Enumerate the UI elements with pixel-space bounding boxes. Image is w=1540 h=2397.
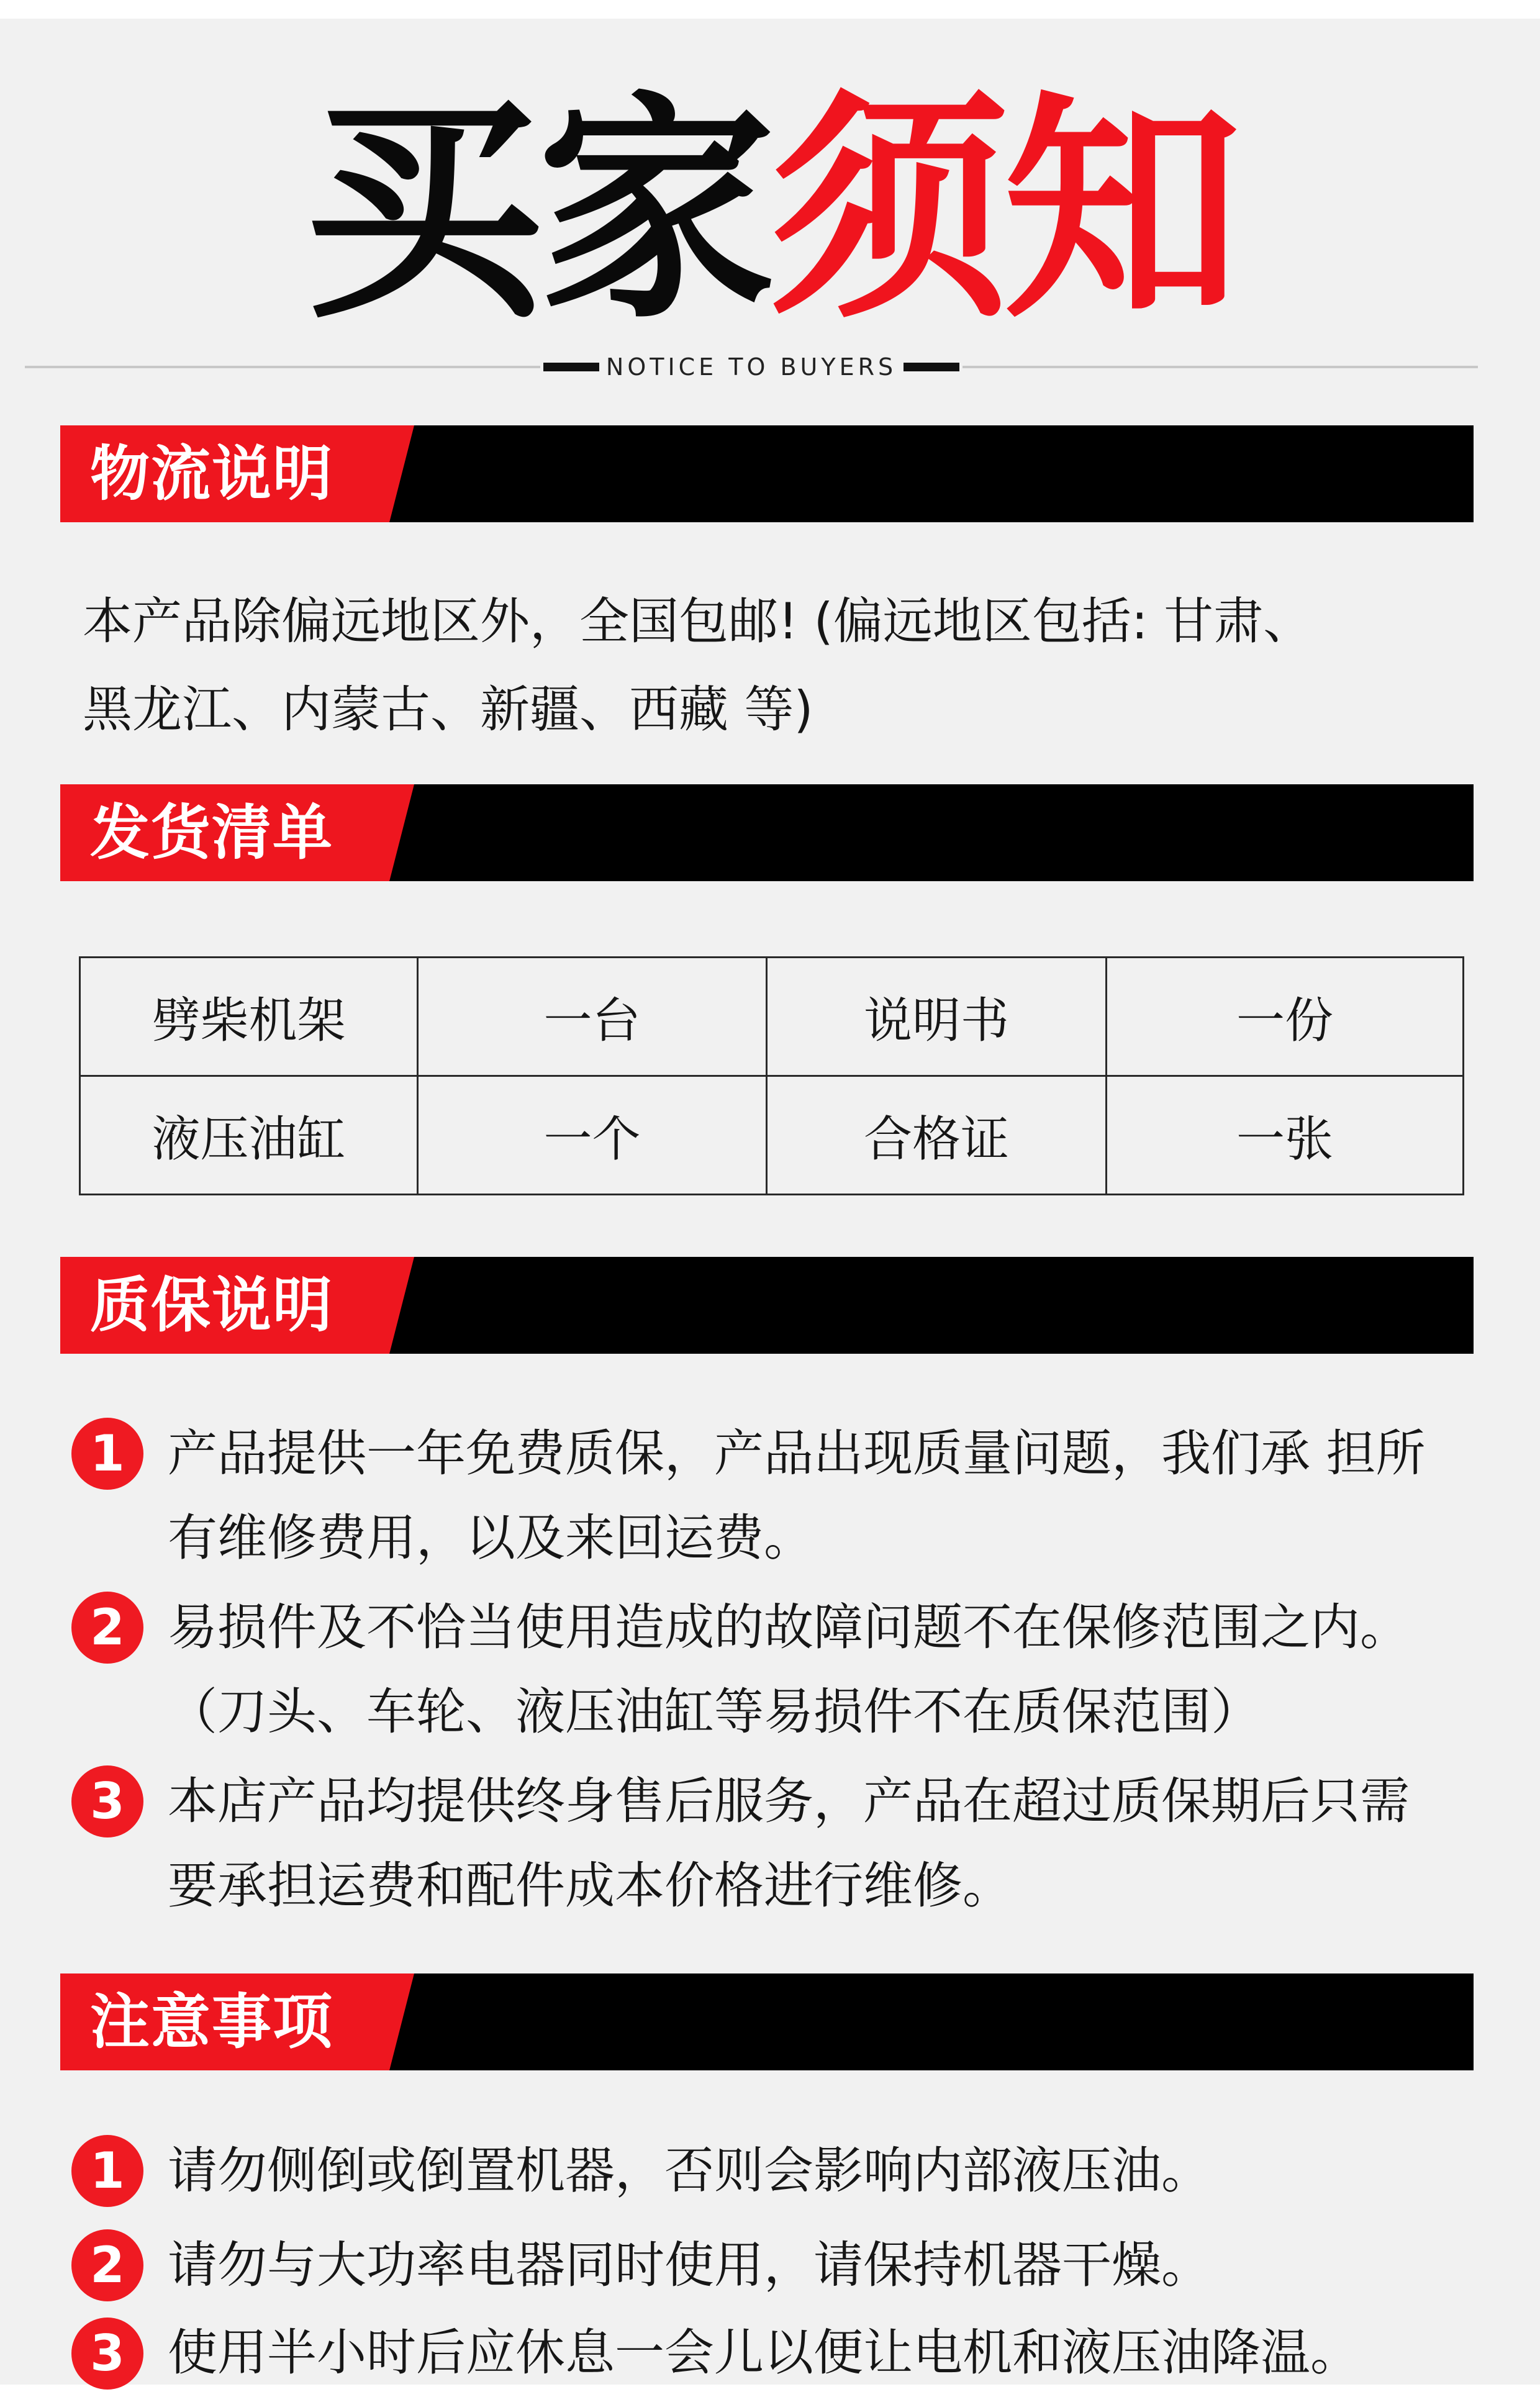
table-cell: 一个 <box>418 1076 767 1195</box>
number-badge: 1 <box>71 2135 143 2207</box>
notes-item-text: 请勿与大功率电器同时使用，请保持机器干燥。 <box>168 2236 1211 2294</box>
warranty-item-line2: 要承担运费和配件成本价格进行维修。 <box>168 1857 1012 1914</box>
logistics-text-line1: 本产品除偏远地区外，全国包邮! (偏远地区包括: 甘肃、 <box>83 592 1313 650</box>
notice-page <box>0 19 1540 2385</box>
dash-right <box>904 363 959 371</box>
section-header-logistics <box>60 425 1474 522</box>
number-badge: 3 <box>71 2318 143 2390</box>
divider-right <box>962 366 1478 368</box>
notes-item-text: 使用半小时后应休息一会儿以便让电机和液压油降温。 <box>168 2324 1360 2381</box>
section-title-notes: 注意事项 <box>90 1987 333 2057</box>
table-cell: 一张 <box>1107 1076 1464 1195</box>
subtitle-row <box>25 354 1478 379</box>
title-part-buyers: 买家 <box>304 72 770 350</box>
section-title-logistics: 物流说明 <box>90 439 333 509</box>
warranty-item <box>71 1757 1475 1934</box>
section-title-warranty: 质保说明 <box>90 1271 333 1340</box>
section-header-packing-list <box>60 784 1474 881</box>
table-cell: 液压油缸 <box>80 1076 418 1195</box>
subtitle: NOTICE TO BUYERS <box>605 353 897 381</box>
notes-item-text: 请勿侧倒或倒置机器，否则会影响内部液压油。 <box>168 2142 1211 2200</box>
number-badge: 2 <box>71 1592 143 1664</box>
table-row <box>80 1076 1464 1195</box>
logistics-text-line2: 黑龙江、内蒙古、新疆、西藏 等) <box>83 681 813 738</box>
section-header-warranty <box>60 1257 1474 1354</box>
warranty-item-line1: 产品提供一年免费质保，产品出现质量问题，我们承 担所 <box>168 1425 1426 1482</box>
logistics-text <box>83 578 1461 754</box>
table-cell: 说明书 <box>767 958 1107 1076</box>
warranty-item-line1: 本店产品均提供终身售后服务，产品在超过质保期后只需 <box>168 1772 1410 1830</box>
table-cell: 合格证 <box>767 1076 1107 1195</box>
notes-item <box>71 2127 1475 2215</box>
warranty-item-line2: （刀头、车轮、液压油缸等易损件不在质保范围） <box>168 1683 1261 1741</box>
table-row <box>80 958 1464 1076</box>
warranty-item <box>71 1410 1475 1586</box>
table-cell: 一份 <box>1107 958 1464 1076</box>
title-part-notice: 须知 <box>770 72 1236 350</box>
section-title-packing-list: 发货清单 <box>90 798 333 868</box>
warranty-item-line2: 有维修费用，以及来回运费。 <box>168 1509 813 1567</box>
number-badge: 1 <box>71 1418 143 1490</box>
number-badge: 3 <box>71 1765 143 1837</box>
page-title <box>0 72 1540 350</box>
warranty-item <box>71 1584 1475 1760</box>
notes-item <box>71 2221 1475 2309</box>
table-cell: 劈柴机架 <box>80 958 418 1076</box>
packing-list-table <box>79 956 1464 1195</box>
notes-item <box>71 2316 1475 2385</box>
table-cell: 一台 <box>418 958 767 1076</box>
warranty-item-line1: 易损件及不恰当使用造成的故障问题不在保修范围之内。 <box>168 1598 1410 1656</box>
number-badge: 2 <box>71 2229 143 2301</box>
section-header-notes <box>60 1973 1474 2070</box>
